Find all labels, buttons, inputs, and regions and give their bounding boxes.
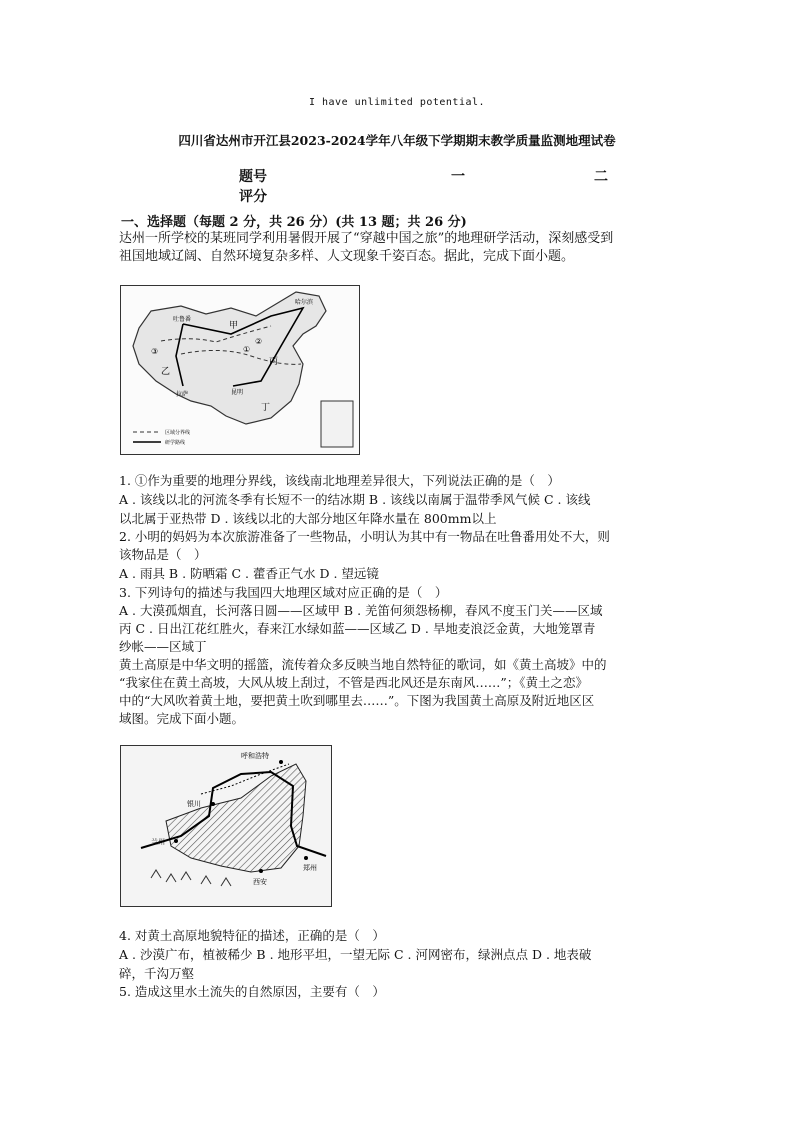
q4-stem: 4. 对黄土高原地貌特征的描述，正确的是（ ）: [119, 928, 385, 943]
map-label-c1: ①: [243, 345, 251, 354]
city-dot-xian: [259, 869, 263, 873]
map-label-kunming: 昆明: [231, 389, 244, 396]
south-china-sea-inset: [321, 401, 353, 447]
map-label-jia: 甲: [229, 321, 239, 331]
intro-line: 达州一所学校的某班同学利用暑假开展了“穿越中国之旅”的地理研学活动，深刻感受到: [119, 231, 614, 246]
q1-stem: 1. ①作为重要的地理分界线，该线南北地理差异很大，下列说法正确的是（ ）: [119, 473, 560, 488]
map-label-c2: ②: [255, 337, 263, 346]
map-label-turpan: 吐鲁番: [173, 316, 192, 323]
q2-options: A . 雨具 B . 防晒霜 C . 藿香正气水 D . 望远镜: [119, 566, 379, 581]
q3-options-cont: 丙 C . 日出江花红胜火，春来江水绿如蓝——区域乙 D . 旱地麦浪泛金黄，大地笼罩青: [119, 621, 596, 636]
score-cell-score-label: 评分: [239, 189, 267, 205]
q2-stem: 2. 小明的妈妈为本次旅游准备了一些物品，小明认为其中有一物品在吐鲁番用处不大，则: [119, 529, 610, 544]
q5-stem: 5. 造成这里水土流失的自然原因，主要有（ ）: [119, 984, 385, 999]
score-cell-part2: 二: [594, 169, 608, 185]
score-row-header: [239, 166, 659, 186]
map-label-yi: 乙: [161, 367, 171, 377]
score-row-score: [239, 186, 659, 206]
legend-label-divide: 区域分界线: [165, 430, 191, 436]
city-dot-hohhot: [279, 760, 283, 764]
map-label-ding: 丁: [261, 403, 271, 413]
city-label-zhengzhou: 郑州: [303, 864, 317, 872]
intro2-line: “我家住在黄土高坡，大风从坡上刮过，不管是西北风还是东南风……”；《黄土之恋》: [119, 675, 589, 690]
intro2-line: 黄土高原是中华文明的摇篮，流传着众多反映当地自然特征的歌词，如《黄土高坡》中的: [119, 657, 607, 672]
intro2-line: 中的“大风吹着黄土地，要把黄土吹到哪里去……”。下图为我国黄土高原及附近地区区: [119, 693, 595, 708]
loess-plateau-map: [120, 745, 332, 907]
map-label-harbin: 哈尔滨: [295, 299, 314, 306]
q3-options: A . 大漠孤烟直，长河落日圆——区域甲 B . 羌笛何须怨杨柳，春风不度玉门关——区域: [119, 603, 603, 618]
city-label-xian: 西安: [253, 878, 267, 886]
map-label-c3: ③: [151, 347, 159, 356]
city-label-hohhot: 呼和浩特: [241, 752, 269, 760]
map-label-bing: 丙: [269, 357, 279, 367]
score-table: [239, 166, 659, 206]
intro-line: 祖国地域辽阔、自然环境复杂多样、人文现象千姿百态。据此，完成下面小题。: [119, 249, 575, 264]
exam-title: 四川省达州市开江县2023-2024学年八年级下学期期末教学质量监测地理试卷: [178, 133, 616, 148]
loess-map-figure: [121, 746, 331, 906]
legend-label-route: 研学路线: [165, 440, 186, 446]
china-route-map: [120, 285, 360, 455]
q2-stem-cont: 该物品是（ ）: [119, 547, 207, 562]
score-cell-part1: 一: [451, 169, 465, 185]
page-motto: I have unlimited potential.: [308, 97, 486, 108]
score-cell-label: 题号: [239, 169, 267, 185]
city-dot-zhengzhou: [304, 856, 308, 860]
q3-stem: 3. 下列诗句的描述与我国四大地理区域对应正确的是（ ）: [119, 585, 448, 600]
q4-options-cont: 碎，千沟万壑: [119, 966, 195, 981]
q1-options-cont: 以北属于亚热带 D . 该线以北的大部分地区年降水量在 800mm以上: [119, 511, 497, 526]
city-dot-yinchuan: [211, 802, 215, 806]
city-dot-lanzhou: [174, 839, 178, 843]
intro2-line: 域图。完成下面小题。: [119, 711, 245, 726]
city-label-lanzhou: 兰州: [151, 838, 165, 846]
china-map-figure: [121, 286, 359, 454]
china-outline: [133, 292, 326, 424]
map-label-lhasa: 拉萨: [176, 391, 189, 398]
section-heading: 一、选择题（每题 2 分，共 26 分）(共 13 题；共 26 分): [121, 215, 467, 230]
city-label-yinchuan: 银川: [187, 800, 201, 808]
q1-options: A . 该线以北的河流冬季有长短不一的结冰期 B . 该线以南属于温带季风气候 C . 该线: [119, 492, 591, 507]
q3-options-cont2: 纱帐——区域丁: [119, 639, 207, 654]
q4-options: A . 沙漠广布，植被稀少 B . 地形平坦，一望无际 C . 河网密布，绿洲点点 D . 地表破: [119, 947, 592, 962]
